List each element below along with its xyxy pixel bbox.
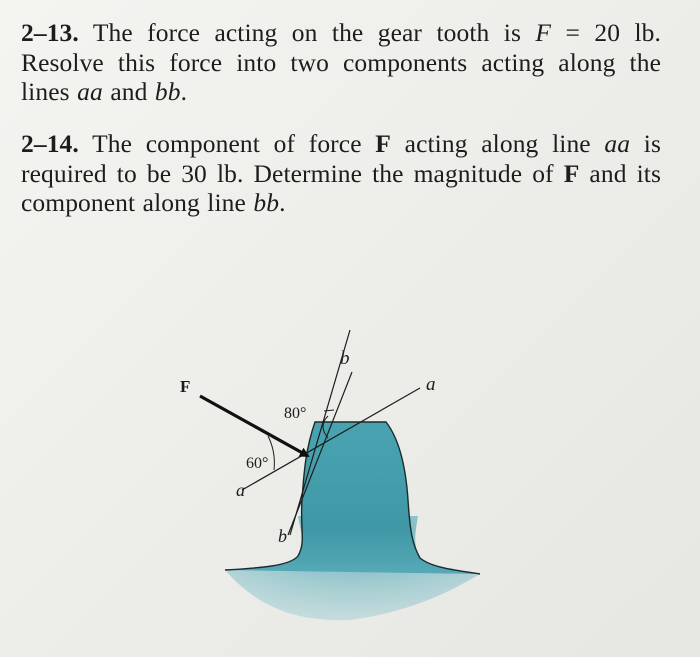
problem-2-13-line-3: lines aa and bb. — [21, 77, 188, 106]
label-60-deg: 60° — [246, 455, 269, 472]
label-a-left: a — [236, 480, 245, 500]
label-80-deg: 80° — [284, 405, 307, 422]
problem-number: 2–14. — [21, 129, 79, 158]
problem-2-13-line-2: Resolve this force into two components acting along the — [21, 47, 661, 77]
problem-2-13-line-1: 2–13. The force acting on the gear tooth is F = 20 lb. — [21, 18, 661, 47]
problem-2-14 — [21, 129, 661, 218]
gear-tooth-diagram — [150, 330, 510, 630]
gear-tooth-figure — [150, 330, 510, 630]
label-a-right: a — [426, 374, 436, 395]
problem-2-14-line-2: required to be 30 lb. Determine the magnitude of F and its — [21, 158, 661, 188]
problem-2-14-line-3: component along line bb. — [21, 188, 286, 217]
label-b-top: b — [340, 348, 350, 369]
angle-80-leader — [324, 410, 334, 411]
variable-F: F — [535, 18, 552, 47]
label-b-bottom: b — [278, 526, 287, 546]
gear-tooth — [225, 422, 480, 574]
label-F: F — [180, 377, 191, 396]
problem-2-13 — [21, 18, 661, 107]
problem-2-14-line-1: 2–14. The component of force F acting along line aa is — [21, 129, 661, 158]
angle-arc-60 — [268, 436, 274, 470]
problem-number: 2–13. — [21, 18, 79, 47]
